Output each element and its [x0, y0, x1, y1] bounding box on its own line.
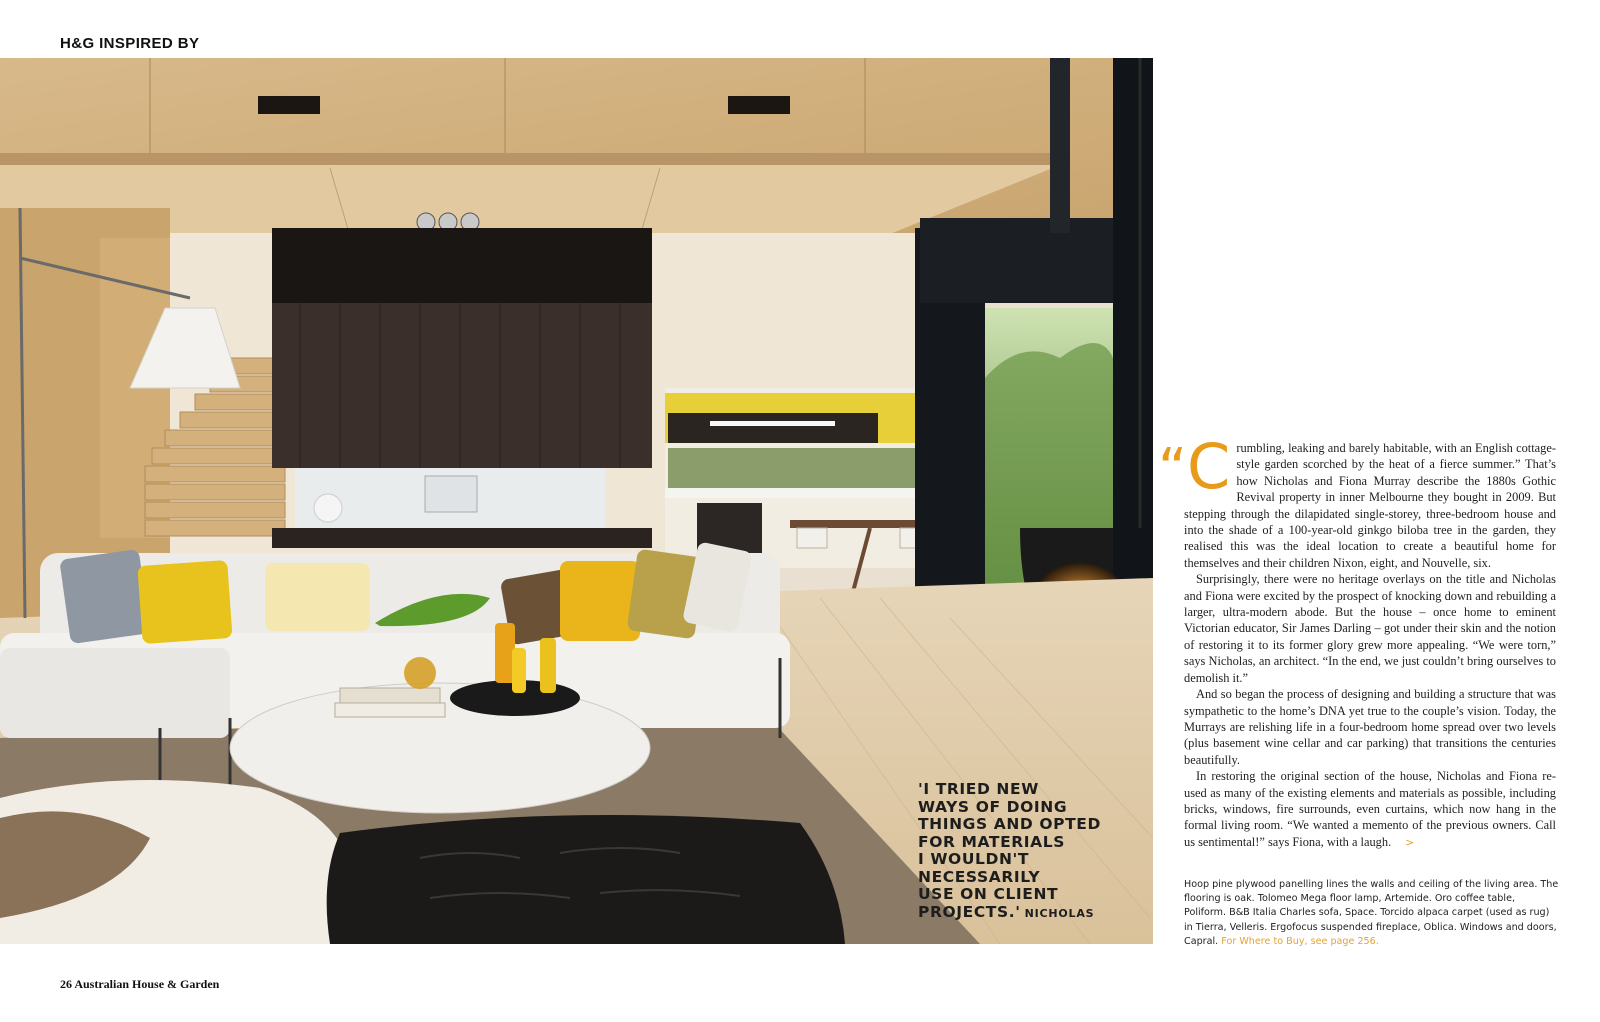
paragraph-text: rumbling, leaking and barely habitable, with an English cottage-style garden scorched by the heat of a fierce summer.” That’s how Nicholas and Fiona Murray describe the 1880s Gothic Revival property in inner Melbourne they bought in 2009. But stepping through the dilapidated single-storey, three-bedroom house and into the shade of a 100-year-old ginkgo biloba tree in the garden, they realised this was the ideal location to create a beautiful home for themselves and their children Nixon, eight, and Nouvelle, six. — [1184, 441, 1556, 570]
pull-quote-last-line — [918, 904, 1148, 923]
where-to-buy-link[interactable]: For Where to Buy, see page 256. — [1221, 935, 1379, 947]
page-number: 26 — [60, 977, 72, 991]
paragraph-text: In restoring the original section of the house, Nicholas and Fiona re-used as many of the existing elements and materials as possible, including bricks, windows, fire surrounds, even curtains, which now hang in the formal living room. “We wanted a memento of the previous owners. Call us sentimental!” says Fiona, with a laugh. — [1184, 769, 1556, 849]
article-paragraph — [1184, 768, 1556, 851]
pull-quote-line: USE ON CLIENT — [918, 885, 1059, 903]
page-footer — [60, 977, 219, 992]
pull-quote-line: NECESSARILY — [918, 867, 1041, 886]
pull-quote-line: FOR MATERIALS — [918, 832, 1066, 851]
pull-quote — [918, 781, 1148, 922]
pull-quote-line: WAYS OF DOING — [918, 797, 1068, 816]
pull-quote-line: THINGS AND OPTED — [918, 815, 1101, 833]
drop-cap-letter: C — [1187, 430, 1231, 503]
photo-caption — [1184, 878, 1559, 949]
publication-name: Australian House & Garden — [74, 977, 220, 991]
article-body — [1158, 430, 1556, 851]
article-paragraph: Surprisingly, there were no heritage overlays on the title and Nicholas and Fiona were excited by the prospect of knocking down and rebuilding a larger, ultra-modern abode. But the house – once home to eminent Victorian educator, Sir James Darling – got under their skin and the notion of restoring it to its former glory grew more appealing. “We were torn,” says Nicholas, an architect. “In the end, we just couldn’t bring ourselves to demolish it.” — [1184, 572, 1556, 685]
interior-photo — [0, 58, 1153, 944]
pull-quote-line: PROJECTS.' — [918, 902, 1021, 921]
pull-quote-line: I WOULDN'T — [918, 850, 1030, 868]
section-header: H&G INSPIRED BY — [60, 35, 200, 52]
caption-text: Hoop pine plywood panelling lines the walls and ceiling of the living area. The flooring is oak. Tolomeo Mega floor lamp, Artemide. Oro coffee table, Poliform. B&B Italia Charles sofa, Space. Torcido alpaca carpet (used as rug) in Tierra, Velleris. Ergofocus suspended fireplace, Oblica. Windows and doors, Capral. — [1184, 879, 1559, 947]
drop-cap — [1158, 430, 1231, 503]
pull-quote-attribution: NICHOLAS — [1024, 906, 1095, 920]
pull-quote-line: 'I TRIED NEW — [918, 780, 1039, 798]
continue-arrow-icon: > — [1405, 835, 1415, 849]
drop-cap-quote-mark: “ — [1158, 437, 1188, 502]
article-paragraph — [1158, 430, 1556, 571]
article-paragraph: And so began the process of designing and building a structure that was sympathetic to the home’s DNA yet true to the couple’s vision. Today, the Murrays are relishing life in a four-bedroom home spread over two levels (plus basement wine cellar and car parking) that transitions the centuries beautifully. — [1184, 687, 1556, 767]
